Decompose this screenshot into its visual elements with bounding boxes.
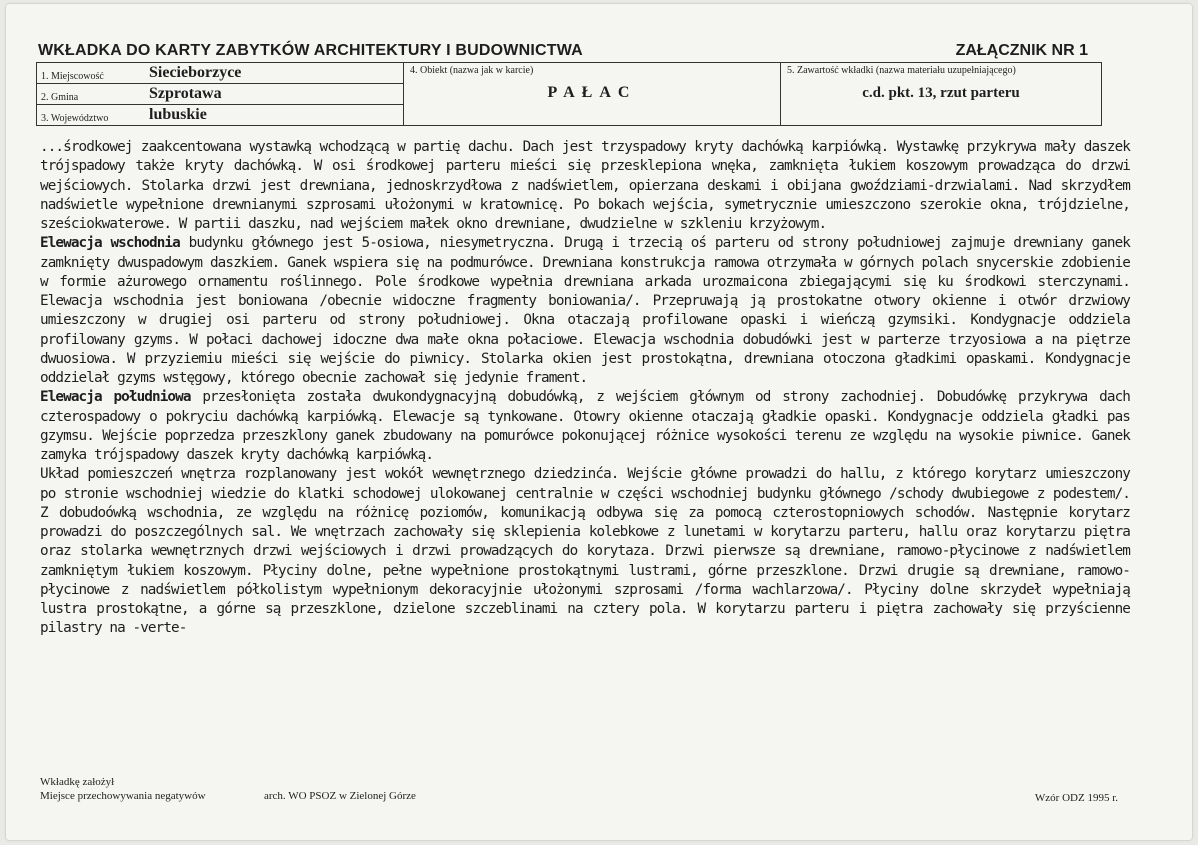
commune-label: 2. Gmina (41, 92, 79, 103)
header-table (36, 62, 1102, 126)
content-value: c.d. pkt. 13, rzut parteru (862, 85, 1020, 101)
south-elevation-text: przesłonięta została dwukondygnacyjną dobudówką, z wejściem głównym od strony zachodniej. Dobudówkę przykrywa dach czterospadowy o pokryciu dachówką karpiówką. Elewacje są tynkowane. Otowry okienne otaczają gładkie opaski. Kondygnacje oddziela gładki pas gzymsu. Wejście poprzedza przeszklony ganek zbudowany na pomurówce pokonującej różnice wysokości terenu ze względu na wysokie piwnice. Ganek zamyka trójspadowy daszek kryty dachówką karpiówką. (40, 389, 1130, 463)
appendix-label: ZAŁĄCZNIK NR 1 (955, 42, 1088, 59)
voivodeship-row (37, 105, 403, 125)
description-text (40, 138, 1130, 639)
voivodeship-value: lubuskie (149, 106, 207, 123)
east-elevation-heading: Elewacja wschodnia (40, 235, 180, 252)
location-cell (37, 63, 404, 126)
paragraph-intro: ...środkowej zaakcentowana wystawką wchodzącą w partię dachu. Dach jest trzyspadowy kryty dachówką karpiówką. Wystawkę przykrywa mały daszek trójspadowy także kryty dachówką. W osi środkowej parteru mieści się przesklepiona wnęka, zamknięta łukiem koszowym prowadząca do drzwi wejściowych. Stolarka drzwi jest drewniana, jednoskrzydłowa z nadświetlem, opierzana deskami i obijana gwoździami-drzwialami. Nad skrzydłem nadświetle wypełnione drewnianymi szprosami ułożonymi w kratownicę. Po bokach wejścia, symetrycznie umieszczono szerokie okna, trójdzielne, sześciokwaterowe. W partii daszku, nad wejściem małek okno drewniane, dwudzielne w szkleniu krzyżowym. (40, 139, 1130, 232)
form-identifier: Wzór ODZ 1995 r. (1034, 792, 1118, 804)
content-cell (781, 63, 1102, 126)
negatives-location: arch. WO PSOZ w Zielonej Górze (264, 790, 416, 802)
paragraph-interior: Układ pomieszczeń wnętrza rozplanowany jest wokół wewnętrznego dziedzinća. Wejście główne prowadzi do hallu, z którego korytarz umieszczony po stronie wschodniej wiedzie do klatki schodowej ulokowanej centralnie w części wschodniej budynku głównego /schody dwubiegowe z podestem/. Z dobudoówką wschodnia, ze względu na różnicę poziomów, komunikacją odbywa się za pomocą czterostopniowych schodów. Następnie korytarz prowadzi do poszczególnych sal. We wnętrzach zachowały się sklepienia kolebkowe z lunetami w korytarzu parteru, hallu oraz korytarzu piętra oraz stolarka wewnętrznych drzwi wejściowych i drzwi prowadzących do korytaza. Drzwi pierwsze są drewniane, ramowo-płycinowe z nadświetlem zamkniętym łukiem koszowym. Płyciny dolne, pełne wypełnione prostokątnymi lustrami, górne przeszklone. Drzwi drugie są drewniane, ramowo-płycinowe z nadświetlem półkolistym wypełnionym dekoracyjnie ułożonymi szprosami /forma wachlarzowa/. Płyciny dolne skrzydeł wypełniają lustra prostokątne, a górne są przeszklone, dzielone szczeblinami na cztery pola. W korytarzu parteru i piętra zachowały się przyścienne pilastry na -verte- (40, 466, 1130, 637)
object-cell (404, 63, 781, 126)
prepared-by-label: Wkładkę założył (40, 776, 115, 788)
form-title: WKŁADKA DO KARTY ZABYTKÓW ARCHITEKTURY I BUDOWNICTWA (38, 42, 583, 59)
object-value: PAŁAC (547, 84, 637, 101)
voivodeship-label: 3. Województwo (41, 113, 109, 124)
locality-row (37, 63, 403, 84)
commune-row (37, 84, 403, 105)
paragraph-east-elevation (40, 234, 1130, 388)
object-label: 4. Obiekt (nazwa jak w karcie) (410, 65, 534, 76)
east-elevation-text: budynku głównego jest 5-osiowa, niesymetryczna. Drugą i trzecią oś parteru od strony południowej zajmuje drewniany ganek zamknięty dwuspadowym daszkiem. Ganek wspiera się na podmurówce. Drewniana konstrukcja ramowa otrzymała w górnych polach snycerskie zdobienie w formie ażurowego ornamentu roślinnego. Pole środkowe wypełnia drewniana arkada urozmaicona zbiegającymi się ku środkowi sterczynami. Elewacja wschodnia jest boniowana /obecnie widoczne fragmenty boniowania/. Przepruwają ją prostokatne otwory okienne i otwór drzwiowy umieszczony w drugiej osi parteru od strony południowej. Okna otaczają profilowane opaski i wieńczą gzymsiki. Kondygnacje oddziela profilowany gzyms. W połaci dachowej idoczne dwa małe okna połaciowe. Elewacja wschodnia dobudówki jest w parterze trzyosiowa a na piętrze dwuosiowa. W przyziemiu mieści się wejście do piwnicy. Stolarka okien jest prostokątna, drewniana otoczona gładkimi opaskami. Kondygnacje oddzielał gzyms wstęgowy, którego obecnie zachował się jedynie frament. (40, 235, 1131, 386)
locality-label: 1. Miejscowość (41, 71, 104, 82)
locality-value: Siecieborzyce (149, 64, 242, 81)
south-elevation-heading: Elewacja południowa (40, 389, 191, 406)
negatives-label: Miejsce przechowywania negatywów (40, 790, 206, 802)
record-sheet (6, 4, 1192, 840)
paragraph-south-elevation (40, 388, 1130, 465)
content-label: 5. Zawartość wkładki (nazwa materiału uzupełniającego) (787, 65, 1016, 76)
commune-value: Szprotawa (149, 85, 222, 102)
